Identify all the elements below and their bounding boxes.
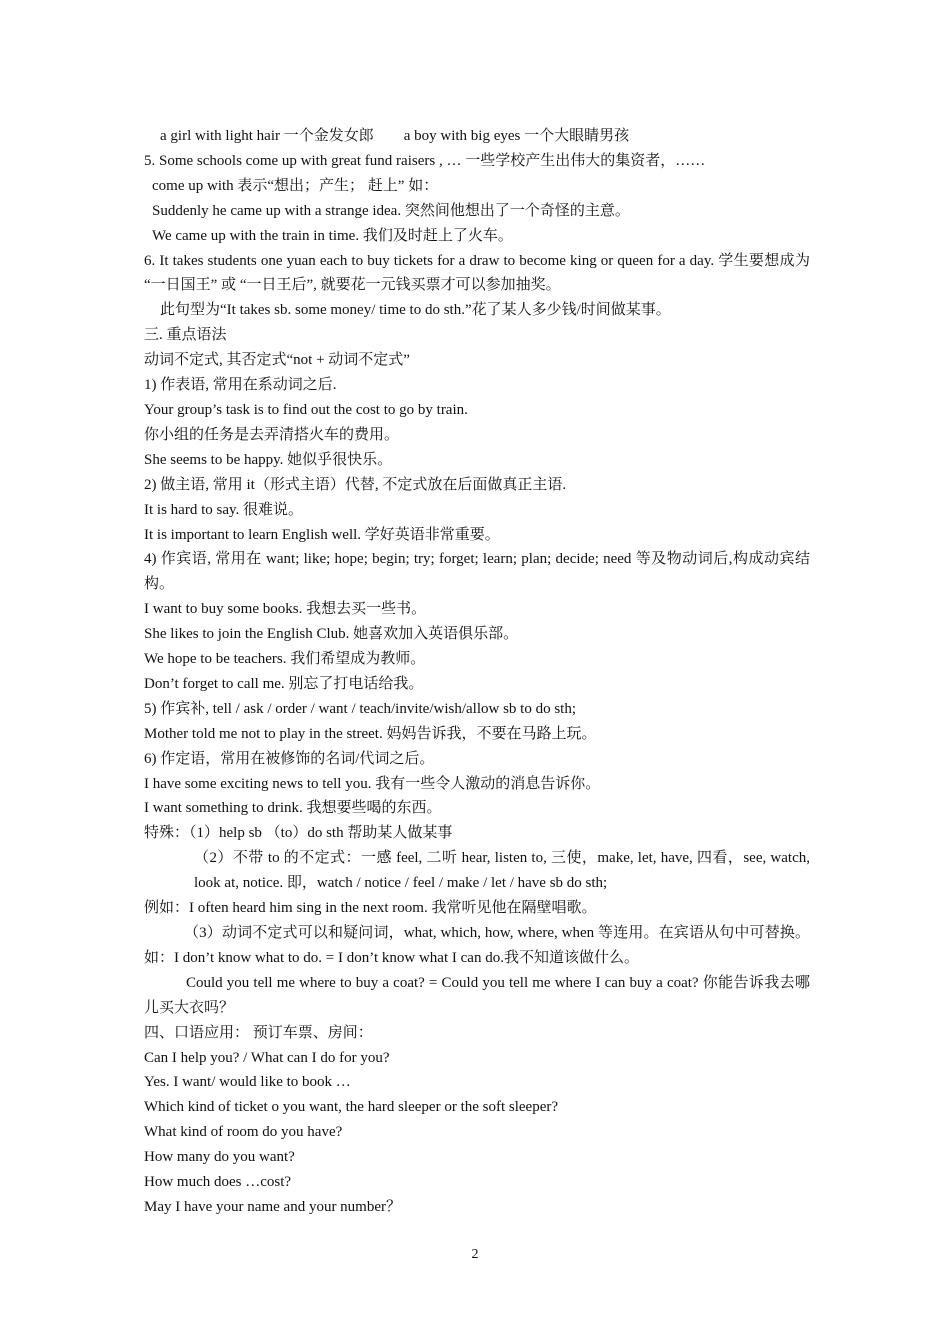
phrase-boy: a boy with big eyes 一个大眼睛男孩	[403, 128, 630, 144]
text-line: She likes to join the English Club. 她喜欢加入英语俱乐部。	[144, 626, 519, 643]
text-line: 2) 做主语, 常用 it（形式主语）代替, 不定式放在后面做真正主语.	[144, 476, 567, 493]
text-line: 1) 作表语, 常用在系动词之后.	[144, 377, 337, 394]
text-line: We came up with the train in time. 我们及时赶上了火车。	[152, 227, 513, 244]
page-body	[144, 124, 810, 1220]
text-line: I want to buy some books. 我想去买一些书。	[144, 601, 427, 618]
text-line: Which kind of ticket o you want, the hard sleeper or the soft sleeper?	[144, 1099, 559, 1116]
section-heading: 四、口语应用： 预订车票、房间：	[144, 1024, 373, 1041]
text-line: 特殊：（1）help sb （to）do sth 帮助某人做某事	[144, 825, 453, 842]
text-line: Suddenly he came up with a strange idea. 突然间他想出了一个奇怪的主意。	[152, 202, 630, 219]
phrase-girl: a girl with light hair 一个金发女郎	[160, 128, 374, 144]
text-line: 5. Some schools come up with great fund raisers , … 一些学校产生出伟大的集资者，……	[144, 152, 706, 169]
text-line: 例如：I often heard him sing in the next room. 我常听见他在隔壁唱歌。	[144, 900, 597, 917]
paragraph: 4) 作宾语, 常用在 want; like; hope; begin; try; forget; learn; plan; decide; need 等及物动词后,构成动宾结构。	[144, 551, 810, 593]
text-line: Can I help you? / What can I do for you?	[144, 1049, 390, 1066]
text-line: 动词不定式, 其否定式“not + 动词不定式”	[144, 352, 410, 369]
text-line: Mother told me not to play in the street. 妈妈告诉我，不要在马路上玩。	[144, 725, 597, 742]
paragraph: （3）动词不定式可以和疑问词，what, which, how, where, when 等连用。在宾语从句中可替换。如：I don’t know what to do. = I don’t know what I can do.我不知道该做什么。	[144, 925, 810, 966]
text-line: It is important to learn English well. 学好英语非常重要。	[144, 526, 500, 543]
text-line: It is hard to say. 很难说。	[144, 501, 304, 518]
paragraph: （2）不带 to 的不定式：一感 feel, 二听 hear, listen to, 三使，make, let, have, 四看，see, watch, look at, notice. 即，watch / notice / feel / make / let / have sb do sth;	[194, 850, 810, 892]
text-line: come up with 表示“想出；产生； 赶上” 如：	[152, 177, 439, 194]
text-line: May I have your name and your number？	[144, 1198, 402, 1215]
text-line: 你小组的任务是去弄清搭火车的费用。	[144, 426, 400, 443]
text-line: We hope to be teachers. 我们希望成为教师。	[144, 651, 426, 668]
page-number: 2	[471, 1247, 479, 1262]
text-line: She seems to be happy. 她似乎很快乐。	[144, 451, 393, 468]
paragraph: Could you tell me where to buy a coat? = Could you tell me where I can buy a coat? 你能告诉我去哪儿买大衣吗？	[144, 974, 810, 1016]
text-line: How much does …cost?	[144, 1174, 292, 1191]
text-line: 此句型为“It takes sb. some money/ time to do sth.”花了某人多少钱/时间做某事。	[160, 302, 671, 319]
text-line: Your group’s task is to find out the cost to go by train.	[144, 401, 468, 418]
text-line: How many do you want?	[144, 1149, 295, 1166]
paragraph: 6. It takes students one yuan each to buy tickets for a draw to become king or queen for a day. 学生要想成为 “一日国王” 或 “一日王后”, 就要花一元钱买票才可以参加抽奖。	[144, 252, 810, 294]
text-line: Don’t forget to call me. 别忘了打电话给我。	[144, 675, 424, 692]
text-line: 6) 作定语，常用在被修饰的名词/代词之后。	[144, 750, 435, 767]
text-line: What kind of room do you have?	[144, 1124, 343, 1141]
text-line: I want something to drink. 我想要些喝的东西。	[144, 800, 442, 817]
text-line: I have some exciting news to tell you. 我有一些令人激动的消息告诉你。	[144, 775, 601, 792]
section-heading: 三. 重点语法	[144, 327, 227, 344]
text-line: 5) 作宾补, tell / ask / order / want / teach/invite/wish/allow sb to do sth;	[144, 700, 577, 717]
text-line	[144, 124, 810, 149]
text-line: Yes. I want/ would like to book …	[144, 1074, 351, 1091]
